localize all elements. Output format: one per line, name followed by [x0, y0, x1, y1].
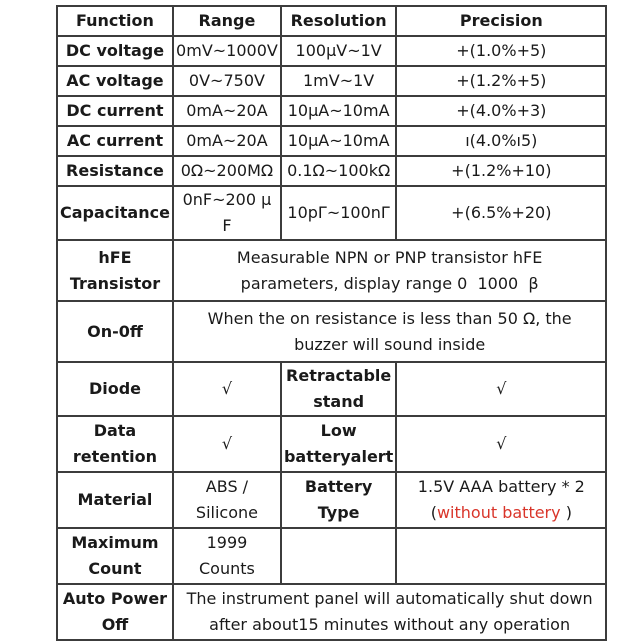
function-line: Transistor: [69, 273, 161, 293]
check-cell: √: [173, 416, 281, 472]
feature-cell: [281, 362, 396, 416]
description-line: Measurable NPN or PNP transistor hFE: [236, 247, 543, 267]
resolution-cell: 1mV~1V: [281, 66, 396, 96]
table-row: [57, 301, 606, 362]
table-row: [57, 584, 606, 640]
description-line: The instrument panel will automatically shut down: [186, 589, 593, 608]
function-cell: Diode: [57, 362, 173, 416]
table-row: [57, 472, 606, 528]
table-row: [57, 126, 606, 156]
range-line: F: [222, 216, 232, 235]
table-row: [57, 240, 606, 301]
table-row: [57, 66, 606, 96]
function-cell: DC voltage: [57, 36, 173, 66]
value-cell: [173, 528, 281, 584]
feature-line: stand: [313, 392, 365, 411]
description-line: When the on resistance is less than 50 Ω, the: [207, 308, 572, 328]
check-cell: √: [173, 362, 281, 416]
function-cell: Material: [57, 472, 173, 528]
table-row: [57, 96, 606, 126]
empty-cell: [396, 528, 606, 584]
range-cell: 0mV~1000V: [173, 36, 281, 66]
battery-note: [399, 500, 603, 526]
precision-cell: +(6.5%+20): [396, 186, 606, 240]
precision-cell: +(4.0%+3): [396, 96, 606, 126]
header-function: Function: [57, 6, 173, 36]
description-line: after about15 minutes without any operation: [209, 615, 571, 634]
table-row: [57, 36, 606, 66]
function-cell: Resistance: [57, 156, 173, 186]
resolution-cell: 10pΓ~100nΓ: [281, 186, 396, 240]
function-line: Auto Power: [62, 589, 168, 608]
range-cell: 0V~750V: [173, 66, 281, 96]
function-cell: DC current: [57, 96, 173, 126]
function-cell: Capacitance: [57, 186, 173, 240]
resolution-cell: 100μV~1V: [281, 36, 396, 66]
battery-cell: [396, 472, 606, 528]
feature-line: Battery: [304, 477, 373, 496]
feature-line: batteryalert: [283, 447, 394, 466]
function-line: retention: [72, 447, 158, 466]
function-line: hFE: [98, 247, 132, 267]
function-line: Count: [88, 559, 142, 578]
function-line: Off: [101, 615, 129, 634]
table-row: [57, 186, 606, 240]
check-cell: √: [396, 362, 606, 416]
resolution-cell: 10μA~10mA: [281, 126, 396, 156]
description-cell: [173, 301, 606, 362]
header-precision: Precision: [396, 6, 606, 36]
range-line: 0nF~200 μ: [182, 190, 272, 209]
description-cell: [173, 240, 606, 301]
feature-cell: [281, 472, 396, 528]
header-resolution: Resolution: [281, 6, 396, 36]
function-cell: [57, 584, 173, 640]
feature-cell: [281, 416, 396, 472]
resolution-cell: 0.1Ω~100kΩ: [281, 156, 396, 186]
table-row: [57, 416, 606, 472]
check-cell: √: [396, 416, 606, 472]
empty-cell: [281, 528, 396, 584]
resolution-cell: 10μA~10mA: [281, 96, 396, 126]
function-line: Maximum: [71, 533, 159, 552]
value-line: ABS /: [205, 477, 249, 496]
function-cell: AC voltage: [57, 66, 173, 96]
precision-cell: +(1.2%+10): [396, 156, 606, 186]
feature-line: Low: [320, 421, 357, 440]
function-cell: AC current: [57, 126, 173, 156]
battery-line: 1.5V AAA battery * 2: [417, 477, 585, 496]
function-cell: [57, 416, 173, 472]
feature-line: Retractable: [286, 366, 392, 385]
description-cell: [173, 584, 606, 640]
function-cell: [57, 528, 173, 584]
table-row: [57, 528, 606, 584]
range-cell: 0mA~20A: [173, 126, 281, 156]
value-line: Counts: [199, 559, 255, 578]
description-line: buzzer will sound inside: [294, 334, 486, 354]
range-cell: 0Ω~200MΩ: [173, 156, 281, 186]
value-line: 1999: [206, 533, 248, 552]
precision-cell: +(1.2%+5): [396, 66, 606, 96]
function-cell: [57, 240, 173, 301]
spec-table: [56, 5, 607, 641]
range-cell: 0mA~20A: [173, 96, 281, 126]
header-row: [57, 6, 606, 36]
table-row: [57, 362, 606, 416]
precision-cell: +(1.0%+5): [396, 36, 606, 66]
header-range: Range: [173, 6, 281, 36]
battery-note-close: ): [560, 503, 572, 522]
description-line: parameters, display range 0 1000 β: [240, 273, 539, 293]
function-line: Data: [93, 421, 137, 440]
range-cell: [173, 186, 281, 240]
battery-note-open: (: [430, 503, 437, 522]
spec-table-container: [56, 5, 607, 641]
precision-cell: ı(4.0%ı5): [396, 126, 606, 156]
battery-note-text: without battery: [436, 503, 561, 522]
value-line: Silicone: [195, 503, 258, 522]
feature-line: Type: [317, 503, 360, 522]
table-row: [57, 156, 606, 186]
function-cell: On-0ff: [57, 301, 173, 362]
value-cell: [173, 472, 281, 528]
